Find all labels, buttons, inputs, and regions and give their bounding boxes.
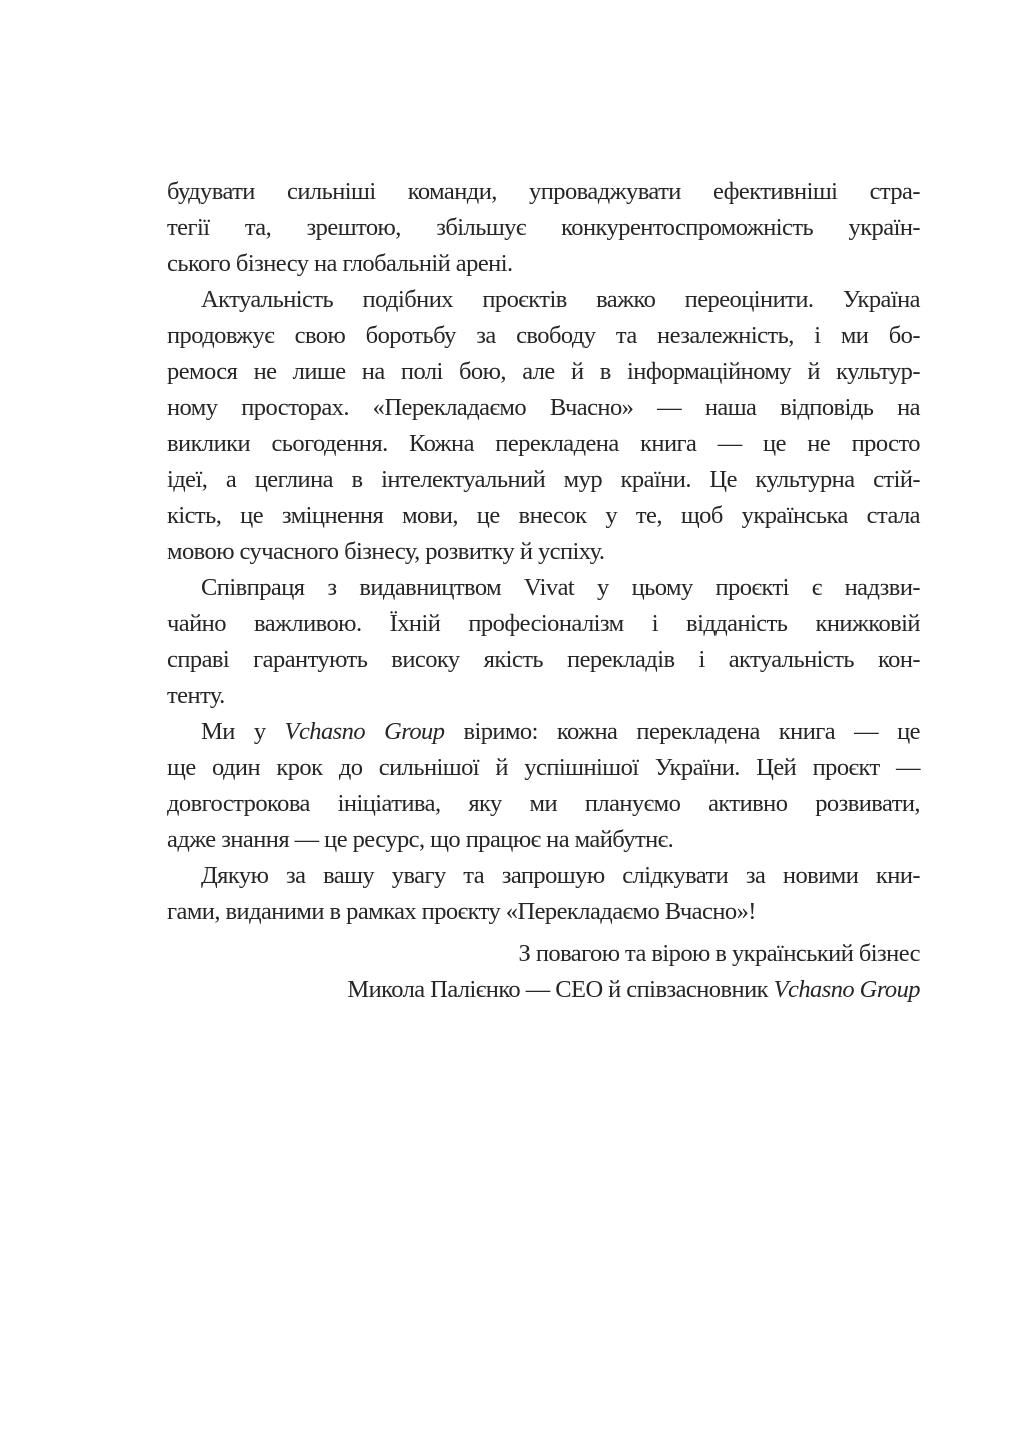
text-line: мовою сучасного бізнесу, розвитку й успіху. xyxy=(167,538,605,565)
paragraph xyxy=(167,570,920,714)
company-name: Vchasno Group xyxy=(284,718,445,745)
text-line: гами, виданими в рамках проєкту «Перекладаємо Вчасно»! xyxy=(167,898,756,925)
text-line: ще один крок до сильнішої й успішнішої України. Цей проєкт — xyxy=(167,754,920,781)
text-line: ідеї, а цеглина в інтелектуальний мур країни. Це культурна стій- xyxy=(167,466,920,493)
text-line: ремося не лише на полі бою, але й в інформаційному й культур- xyxy=(167,358,920,385)
text-line: ному просторах. «Перекладаємо Вчасно» — наша відповідь на xyxy=(167,394,920,421)
text-line: тенту. xyxy=(167,682,225,709)
body-text xyxy=(167,174,920,930)
text-fragment: Ми у xyxy=(201,718,285,745)
text-line: будувати сильніші команди, упроваджувати ефективніші стра- xyxy=(167,178,920,205)
paragraph xyxy=(167,174,920,282)
text-line: справі гарантують високу якість перекладів і актуальність кон- xyxy=(167,646,920,673)
text-line: довгострокова ініціатива, яку ми плануємо активно розвивати, xyxy=(167,790,920,817)
text-line: Співпраця з видавництвом Vivat у цьому проєкті є надзви- xyxy=(201,574,920,601)
text-line: адже знання — це ресурс, що працює на майбутнє. xyxy=(167,826,674,853)
text-line: Дякую за вашу увагу та запрошую слідкувати за новими кни- xyxy=(201,862,920,889)
author-name: Микола Палієнко — CEO й співзасновник xyxy=(347,976,774,1003)
company-name: Vchasno Group xyxy=(773,976,920,1003)
text-line: Актуальність подібних проєктів важко переоцінити. Україна xyxy=(201,286,920,313)
text-fragment: віримо: кожна перекладена книга — це xyxy=(444,718,920,745)
text-line: чайно важливою. Їхній професіоналізм і відданість книжковій xyxy=(167,610,920,637)
author-line xyxy=(167,972,920,1008)
paragraph xyxy=(167,858,920,930)
text-line: ського бізнесу на глобальній арені. xyxy=(167,250,513,277)
text-line: продовжує свою боротьбу за свободу та незалежність, і ми бо- xyxy=(167,322,920,349)
paragraph xyxy=(167,714,920,858)
signature-block xyxy=(167,936,920,1008)
text-line: кість, це зміцнення мови, це внесок у те, щоб українська стала xyxy=(167,502,920,529)
text-line: тегії та, зрештою, збільшує конкурентоспроможність україн- xyxy=(167,214,920,241)
closing-line: З повагою та вірою в український бізнес xyxy=(518,940,920,967)
text-line: виклики сьогодення. Кожна перекладена книга — це не просто xyxy=(167,430,920,457)
text-line xyxy=(167,714,920,750)
paragraph xyxy=(167,282,920,570)
